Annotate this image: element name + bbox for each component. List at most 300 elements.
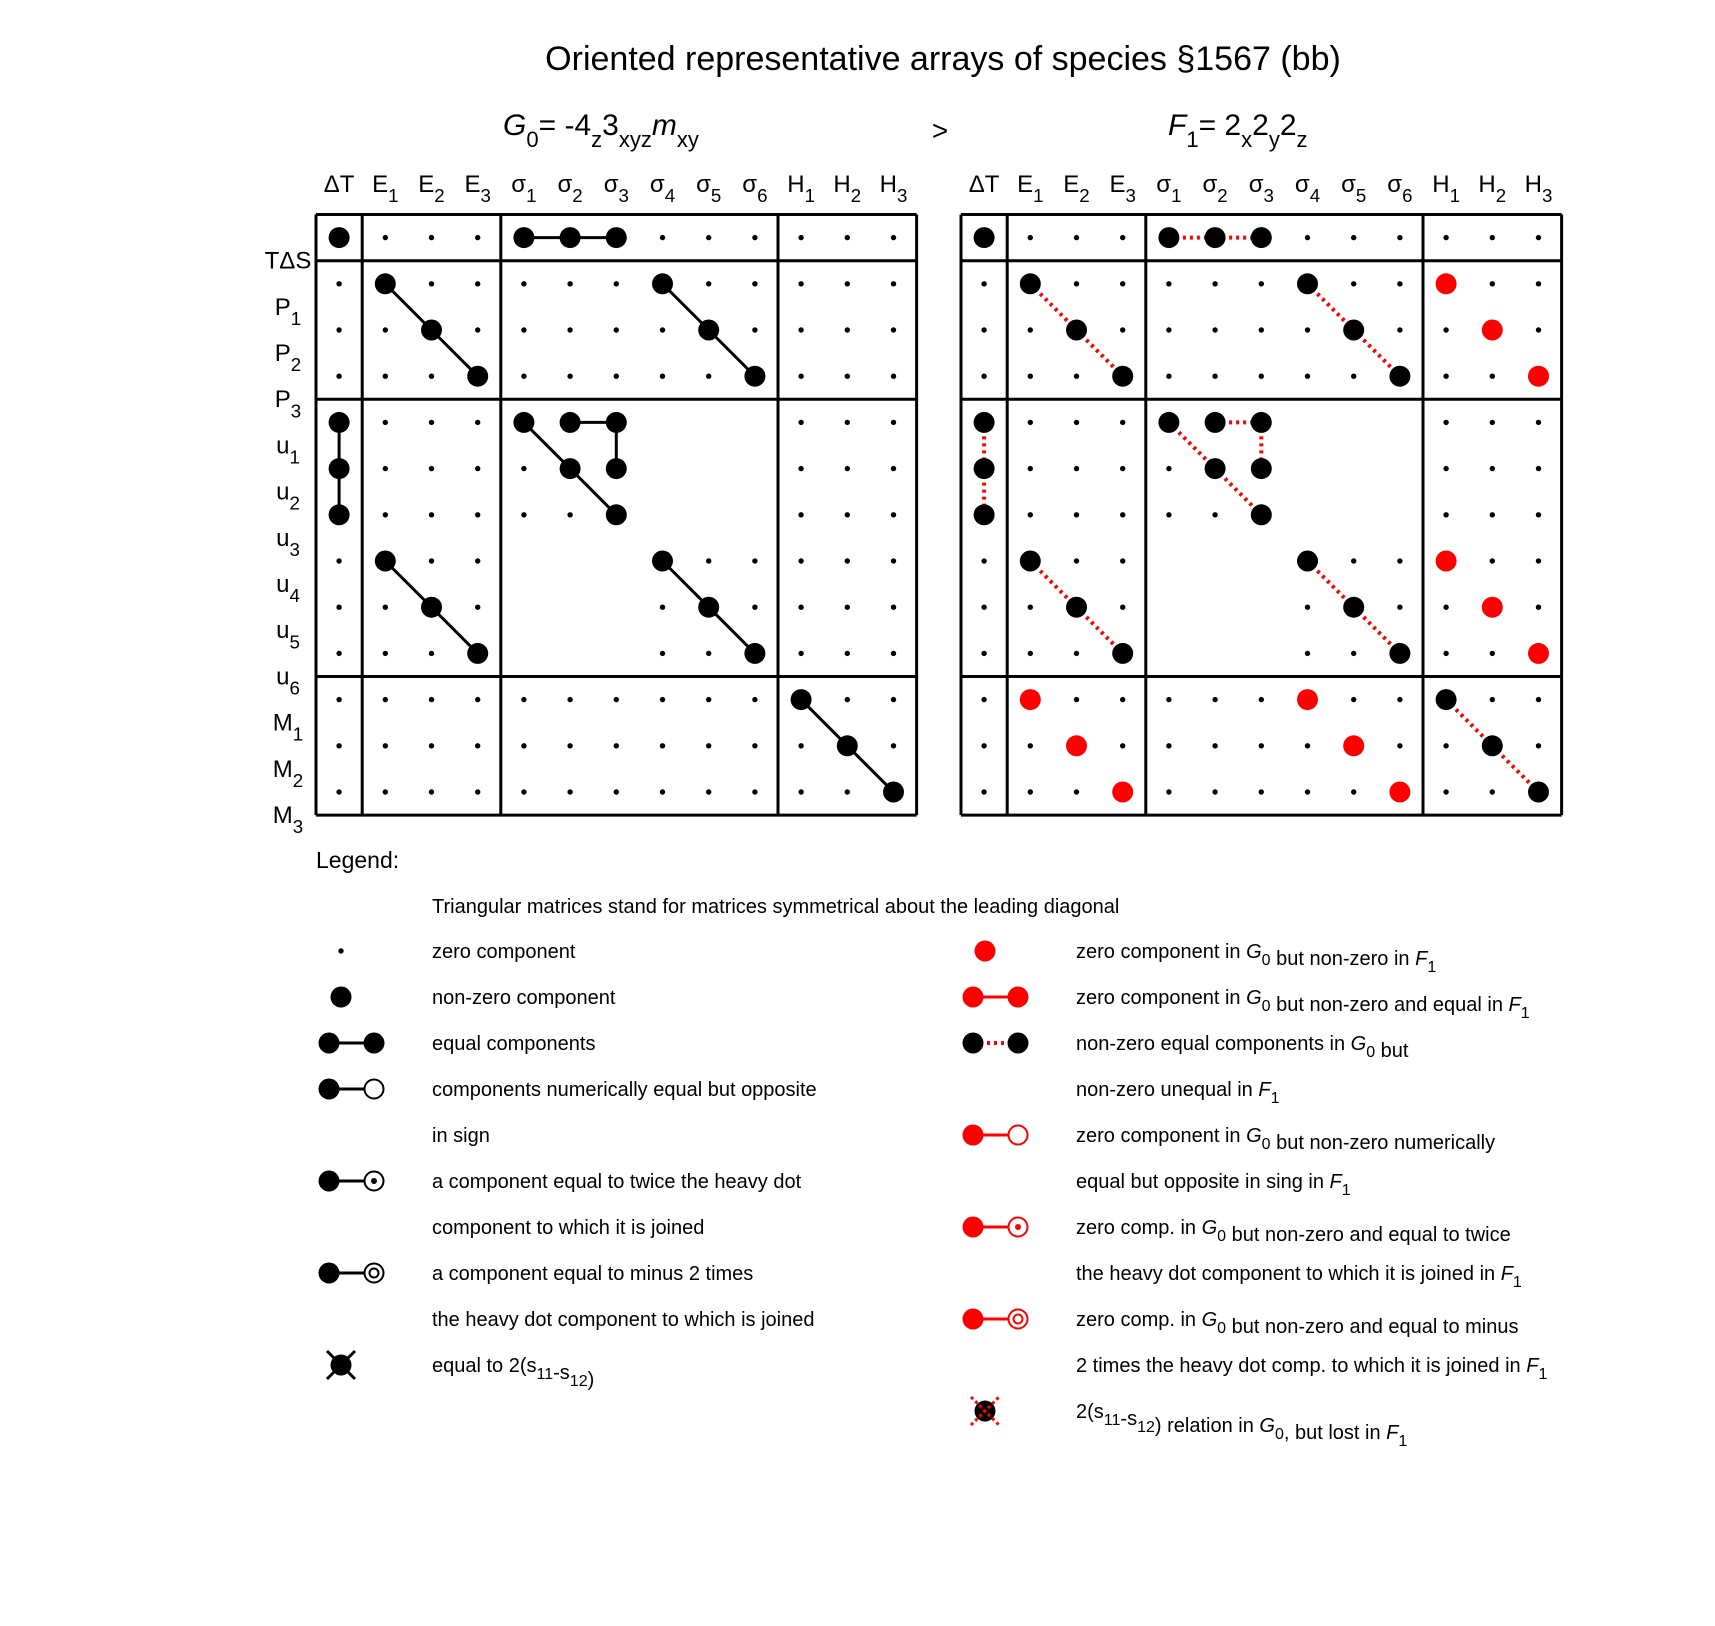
zero-component xyxy=(798,281,803,286)
page-title: Oriented representative arrays of species §1567 (bb) xyxy=(545,40,1341,78)
zero-component xyxy=(845,466,850,471)
zero-component xyxy=(660,235,665,240)
zero-component xyxy=(383,374,388,379)
legend-text: zero component in $G_0$ but non-zero in $F_1$ xyxy=(1076,941,1437,976)
zero-component xyxy=(660,789,665,794)
zero-component xyxy=(336,605,341,610)
zero-component xyxy=(1074,374,1079,379)
nonzero-component xyxy=(513,412,534,433)
zero-component xyxy=(1074,281,1079,286)
zero-component xyxy=(798,235,803,240)
zero-component xyxy=(475,605,480,610)
zero-component xyxy=(1028,420,1033,425)
nonzero-component xyxy=(606,504,627,525)
nonzero-component xyxy=(1020,273,1041,294)
zero-component xyxy=(1443,512,1448,517)
red-nonzero-component xyxy=(1112,782,1133,803)
zero-component xyxy=(336,651,341,656)
zero-component xyxy=(660,697,665,702)
legend-text: components numerically equal but opposite xyxy=(432,1079,817,1101)
zero-component xyxy=(1443,420,1448,425)
zero-component xyxy=(429,235,434,240)
zero-component xyxy=(891,512,896,517)
zero-component xyxy=(981,743,986,748)
zero-component xyxy=(798,512,803,517)
nonzero-component xyxy=(1205,227,1226,248)
zero-component xyxy=(706,558,711,563)
zero-component xyxy=(1212,327,1217,332)
zero-component xyxy=(475,420,480,425)
zero-component xyxy=(336,697,341,702)
zero-component xyxy=(1536,235,1541,240)
nonzero-component xyxy=(1158,412,1179,433)
zero-component xyxy=(752,281,757,286)
zero-component xyxy=(1166,697,1171,702)
zero-component xyxy=(383,697,388,702)
zero-component xyxy=(660,605,665,610)
nonzero-component xyxy=(791,689,812,710)
column-header: $\sigma_5$ xyxy=(1341,171,1367,207)
zero-component xyxy=(845,558,850,563)
zero-component xyxy=(1166,512,1171,517)
zero-component xyxy=(1536,327,1541,332)
zero-component xyxy=(1536,558,1541,563)
zero-component xyxy=(1028,466,1033,471)
zero-component xyxy=(1028,235,1033,240)
column-header: $E_3$ xyxy=(1109,171,1136,207)
zero-component xyxy=(981,697,986,702)
zero-component xyxy=(1536,466,1541,471)
zero-component xyxy=(1536,512,1541,517)
zero-component xyxy=(1028,374,1033,379)
red-nonzero-component xyxy=(1297,689,1318,710)
zero-component xyxy=(1536,697,1541,702)
zero-component xyxy=(1443,605,1448,610)
zero-component xyxy=(475,512,480,517)
zero-component xyxy=(1166,466,1171,471)
zero-component xyxy=(891,697,896,702)
zero-component xyxy=(891,281,896,286)
zero-component xyxy=(614,743,619,748)
zero-component xyxy=(521,281,526,286)
zero-component xyxy=(891,420,896,425)
zero-component xyxy=(1536,281,1541,286)
zero-component xyxy=(1351,235,1356,240)
nonzero-component xyxy=(421,320,442,341)
zero-component xyxy=(1212,512,1217,517)
zero-component xyxy=(475,235,480,240)
column-header: ΔT xyxy=(968,171,1000,198)
row-header: $M_3$ xyxy=(272,802,304,838)
nonzero-component xyxy=(1066,597,1087,618)
legend-text: non-zero unequal in $F_1$ xyxy=(1076,1079,1280,1107)
matrix-f1 xyxy=(961,171,1562,815)
zero-component xyxy=(981,651,986,656)
zero-component xyxy=(1443,789,1448,794)
zero-component xyxy=(1490,466,1495,471)
red-nonzero-component xyxy=(1482,320,1503,341)
zero-component xyxy=(567,512,572,517)
zero-component xyxy=(383,512,388,517)
column-header: $\sigma_2$ xyxy=(1202,171,1228,207)
zero-component xyxy=(1351,374,1356,379)
row-header: $u_6$ xyxy=(276,663,300,699)
zero-component xyxy=(1166,789,1171,794)
zero-component xyxy=(1443,327,1448,332)
zero-component xyxy=(1120,512,1125,517)
zero-component xyxy=(1490,651,1495,656)
zero-component xyxy=(798,420,803,425)
zero-component xyxy=(475,697,480,702)
zero-component xyxy=(1305,327,1310,332)
red-nonzero-component xyxy=(1343,735,1364,756)
zero-component xyxy=(1166,743,1171,748)
group-formula: $G_0= -4_z3_{xyz}m_{xy}$ xyxy=(503,109,699,152)
zero-component xyxy=(1028,743,1033,748)
zero-component xyxy=(1074,235,1079,240)
zero-component xyxy=(1305,789,1310,794)
column-header: $H_1$ xyxy=(787,171,815,207)
nonzero-component xyxy=(329,412,350,433)
zero-component xyxy=(845,374,850,379)
zero-component xyxy=(1120,697,1125,702)
red-nonzero-component xyxy=(1482,597,1503,618)
column-header: $E_1$ xyxy=(1017,171,1044,207)
zero-component xyxy=(845,420,850,425)
zero-component xyxy=(1536,743,1541,748)
zero-component xyxy=(798,789,803,794)
row-header: $u_2$ xyxy=(276,478,300,514)
zero-component xyxy=(1120,327,1125,332)
zero-component xyxy=(1536,420,1541,425)
zero-component xyxy=(521,327,526,332)
red-x-dot-icon xyxy=(971,1397,999,1425)
matrix-g0 xyxy=(265,171,917,837)
zero-component xyxy=(429,743,434,748)
zero-component xyxy=(1443,743,1448,748)
zero-component xyxy=(845,605,850,610)
nonzero-component xyxy=(467,366,488,387)
zero-component xyxy=(383,743,388,748)
zero-component xyxy=(567,789,572,794)
zero-component xyxy=(429,789,434,794)
column-header: $\sigma_6$ xyxy=(1387,171,1413,207)
nonzero-component xyxy=(974,504,995,525)
zero-component xyxy=(752,327,757,332)
zero-component xyxy=(1351,651,1356,656)
row-header: TΔS xyxy=(264,247,312,275)
zero-component xyxy=(614,327,619,332)
zero-component xyxy=(1074,789,1079,794)
red-nonzero-component xyxy=(1020,689,1041,710)
legend-text: the heavy dot component to which it is joined in $F_1$ xyxy=(1076,1263,1522,1291)
zero-component xyxy=(383,235,388,240)
nonzero-component xyxy=(1066,320,1087,341)
zero-component xyxy=(660,327,665,332)
legend-text: equal to $2(s_{11}-s_{12})$ xyxy=(432,1355,595,1391)
zero-component xyxy=(1305,374,1310,379)
zero-component xyxy=(475,743,480,748)
zero-component xyxy=(475,327,480,332)
zero-component xyxy=(798,374,803,379)
zero-component xyxy=(383,327,388,332)
zero-component xyxy=(521,466,526,471)
zero-component xyxy=(1259,789,1264,794)
zero-component xyxy=(1443,235,1448,240)
zero-component xyxy=(429,512,434,517)
zero-component xyxy=(1028,512,1033,517)
left-group-label xyxy=(503,109,699,152)
zero-component xyxy=(752,558,757,563)
zero-component xyxy=(383,420,388,425)
nonzero-component xyxy=(698,320,719,341)
legend-text: non-zero component xyxy=(432,987,616,1009)
nonzero-component xyxy=(974,227,995,248)
zero-component xyxy=(1397,558,1402,563)
column-header: $H_1$ xyxy=(1432,171,1460,207)
nonzero-component xyxy=(1436,689,1457,710)
nonzero-component xyxy=(1112,643,1133,664)
zero-component xyxy=(891,558,896,563)
column-header: $H_3$ xyxy=(1524,171,1553,207)
zero-component xyxy=(429,651,434,656)
nonzero-component xyxy=(744,643,765,664)
nonzero-component xyxy=(1343,597,1364,618)
zero-component xyxy=(1443,374,1448,379)
nonzero-component xyxy=(329,227,350,248)
zero-component xyxy=(891,651,896,656)
zero-component xyxy=(706,743,711,748)
zero-component xyxy=(891,605,896,610)
column-header: $\sigma_3$ xyxy=(1248,171,1274,207)
zero-component xyxy=(1305,235,1310,240)
link-black-icon xyxy=(319,1033,385,1054)
zero-component xyxy=(1074,558,1079,563)
legend-text: zero component in $G_0$ but non-zero numerically xyxy=(1076,1125,1496,1154)
zero-component xyxy=(1536,605,1541,610)
zero-component xyxy=(336,327,341,332)
column-header: $E_2$ xyxy=(1063,171,1090,207)
legend-text: $2(s_{11}-s_{12})$ relation in $G_0$, but lost in $F_1$ xyxy=(1076,1401,1408,1450)
nonzero-component xyxy=(652,273,673,294)
zero-component xyxy=(752,605,757,610)
nonzero-component xyxy=(1020,551,1041,572)
zero-component xyxy=(845,697,850,702)
x-dot-icon xyxy=(327,1351,355,1379)
group-formula: $F_1= 2_x2_y2_z$ xyxy=(1168,109,1308,152)
zero-component xyxy=(706,789,711,794)
zero-component xyxy=(1490,420,1495,425)
nonzero-component xyxy=(1389,643,1410,664)
zero-component xyxy=(981,281,986,286)
nonzero-component xyxy=(606,227,627,248)
zero-component xyxy=(1120,281,1125,286)
legend-heading: Legend: xyxy=(316,847,400,873)
zero-component xyxy=(1397,327,1402,332)
zero-component xyxy=(845,327,850,332)
legend-text: zero comp. in $G_0$ but non-zero and equal to twice xyxy=(1076,1217,1511,1246)
zero-component xyxy=(845,512,850,517)
row-header: $u_1$ xyxy=(276,432,300,468)
zero-component xyxy=(798,651,803,656)
zero-component xyxy=(1305,743,1310,748)
nonzero-component xyxy=(1158,227,1179,248)
legend-text: 2 times the heavy dot comp. to which it is joined in $F_1$ xyxy=(1076,1355,1548,1383)
zero-component xyxy=(383,789,388,794)
zero-component xyxy=(706,697,711,702)
zero-component xyxy=(567,697,572,702)
zero-component xyxy=(891,327,896,332)
column-header: $E_3$ xyxy=(464,171,491,207)
nonzero-component xyxy=(1389,366,1410,387)
zero-component xyxy=(521,374,526,379)
zero-component xyxy=(1028,789,1033,794)
zero-component xyxy=(1212,374,1217,379)
zero-component xyxy=(1397,605,1402,610)
nonzero-component xyxy=(375,551,396,572)
link-open-icon xyxy=(319,1079,384,1100)
row-header: $u_4$ xyxy=(276,571,300,607)
zero-component xyxy=(1028,605,1033,610)
zero-component xyxy=(521,743,526,748)
red-link-dotcircle-icon xyxy=(963,1217,1028,1238)
column-header: $\sigma_1$ xyxy=(511,171,537,207)
column-header: $E_1$ xyxy=(372,171,399,207)
nonzero-component xyxy=(560,227,581,248)
zero-component xyxy=(845,281,850,286)
zero-component xyxy=(845,789,850,794)
small-dot-icon xyxy=(338,948,343,953)
zero-component xyxy=(891,374,896,379)
zero-component xyxy=(1166,374,1171,379)
nonzero-component xyxy=(606,458,627,479)
nonzero-component xyxy=(837,735,858,756)
zero-component xyxy=(1259,327,1264,332)
zero-component xyxy=(1490,281,1495,286)
zero-component xyxy=(567,281,572,286)
nonzero-component xyxy=(1251,227,1272,248)
zero-component xyxy=(706,374,711,379)
zero-component xyxy=(1120,605,1125,610)
zero-component xyxy=(1443,466,1448,471)
zero-component xyxy=(614,789,619,794)
zero-component xyxy=(475,466,480,471)
column-header: $\sigma_5$ xyxy=(696,171,722,207)
zero-component xyxy=(660,743,665,748)
big-dot-icon xyxy=(331,987,352,1008)
zero-component xyxy=(752,235,757,240)
nonzero-component xyxy=(1528,782,1549,803)
zero-component xyxy=(521,789,526,794)
zero-component xyxy=(660,651,665,656)
nonzero-component xyxy=(652,551,673,572)
zero-component xyxy=(1351,558,1356,563)
zero-component xyxy=(1074,697,1079,702)
zero-component xyxy=(706,281,711,286)
zero-component xyxy=(981,789,986,794)
column-header: $H_2$ xyxy=(1478,171,1507,207)
row-header: $P_1$ xyxy=(274,293,302,329)
zero-component xyxy=(981,558,986,563)
column-header: $\sigma_2$ xyxy=(557,171,583,207)
zero-component xyxy=(706,651,711,656)
zero-component xyxy=(1397,235,1402,240)
nonzero-component xyxy=(1482,735,1503,756)
nonzero-component xyxy=(467,643,488,664)
row-header: $P_3$ xyxy=(274,386,302,422)
row-header: $M_2$ xyxy=(272,755,304,791)
zero-component xyxy=(336,743,341,748)
zero-component xyxy=(1212,789,1217,794)
row-header: $P_2$ xyxy=(274,340,302,376)
zero-component xyxy=(1351,789,1356,794)
column-header: $\sigma_4$ xyxy=(1294,171,1321,207)
zero-component xyxy=(752,789,757,794)
nonzero-component xyxy=(375,273,396,294)
column-header: $H_2$ xyxy=(833,171,862,207)
zero-component xyxy=(981,327,986,332)
zero-component xyxy=(1443,651,1448,656)
zero-component xyxy=(1490,697,1495,702)
zero-component xyxy=(521,697,526,702)
nonzero-component xyxy=(1112,366,1133,387)
legend-text: zero component xyxy=(432,941,576,963)
zero-component xyxy=(475,789,480,794)
nonzero-component xyxy=(1251,458,1272,479)
nonzero-component xyxy=(883,782,904,803)
zero-component xyxy=(429,420,434,425)
red-nonzero-component xyxy=(1389,782,1410,803)
zero-component xyxy=(614,281,619,286)
legend-text: the heavy dot component to which is joined xyxy=(432,1309,815,1331)
legend-left-column xyxy=(319,941,817,1391)
legend-text: non-zero equal components in $G_0$ but xyxy=(1076,1033,1409,1062)
right-group-label xyxy=(1168,109,1308,152)
zero-component xyxy=(429,374,434,379)
zero-component xyxy=(429,281,434,286)
nonzero-component xyxy=(421,597,442,618)
zero-component xyxy=(1490,558,1495,563)
zero-component xyxy=(429,558,434,563)
red-dot-icon xyxy=(975,941,996,962)
zero-component xyxy=(475,558,480,563)
nonzero-component xyxy=(329,504,350,525)
row-header: $M_1$ xyxy=(272,709,304,745)
column-header: $\sigma_1$ xyxy=(1156,171,1182,207)
legend-text: in sign xyxy=(432,1125,490,1147)
zero-component xyxy=(1028,651,1033,656)
zero-component xyxy=(1397,697,1402,702)
nonzero-component xyxy=(606,412,627,433)
zero-component xyxy=(1490,512,1495,517)
zero-component xyxy=(752,697,757,702)
row-header: $u_5$ xyxy=(276,617,300,653)
zero-component xyxy=(1490,235,1495,240)
column-header: $\sigma_6$ xyxy=(742,171,768,207)
zero-component xyxy=(1212,743,1217,748)
link-dotcircle-icon xyxy=(319,1171,384,1192)
legend-text: equal components xyxy=(432,1033,596,1055)
zero-component xyxy=(475,281,480,286)
legend-text: zero component in $G_0$ but non-zero and equal in $F_1$ xyxy=(1076,987,1530,1022)
nonzero-component xyxy=(1251,504,1272,525)
zero-component xyxy=(1074,651,1079,656)
zero-component xyxy=(521,512,526,517)
column-header: $\sigma_4$ xyxy=(649,171,676,207)
zero-component xyxy=(614,697,619,702)
zero-component xyxy=(1166,281,1171,286)
zero-component xyxy=(891,743,896,748)
